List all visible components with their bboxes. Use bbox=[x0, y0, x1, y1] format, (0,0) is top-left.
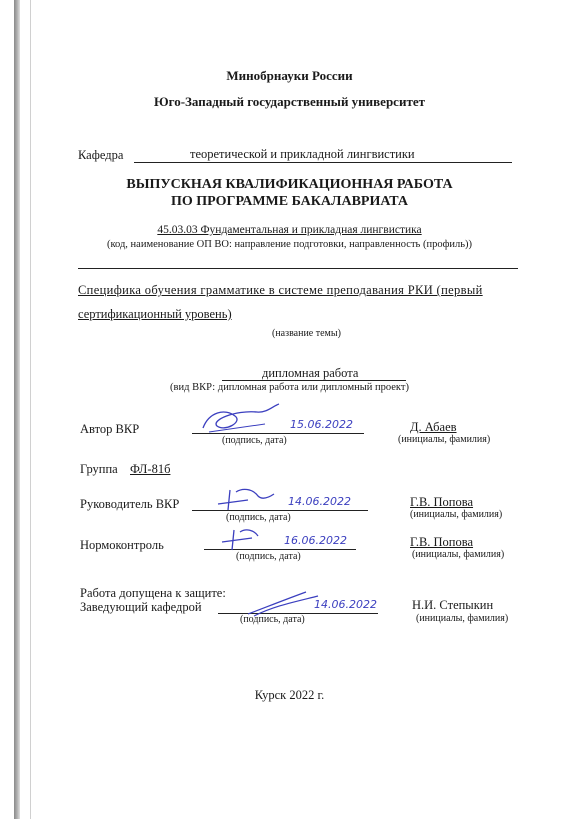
author-signature bbox=[195, 402, 285, 438]
department-name: теоретической и прикладной лингвистики bbox=[190, 147, 415, 161]
head-name-note: (инициалы, фамилия) bbox=[416, 613, 509, 624]
program-note: (код, наименование ОП ВО: направление подготовки, направленность (профиль)) bbox=[106, 239, 473, 250]
title-line-1: ВЫПУСКНАЯ КВАЛИФИКАЦИОННАЯ РАБОТА bbox=[126, 177, 453, 192]
work-type: дипломная работа bbox=[262, 366, 359, 380]
ministry: Минобрнауки России bbox=[226, 68, 353, 83]
department-label: Кафедра bbox=[78, 148, 124, 162]
work-type-note: (вид ВКР: дипломная работа или дипломный проект) bbox=[170, 382, 409, 393]
supervisor-sign-note: (подпись, дата) bbox=[226, 512, 291, 523]
topic-line-1: Специфика обучения грамматике в системе преподавания РКИ (первый bbox=[78, 283, 483, 297]
department-underline bbox=[134, 162, 512, 163]
supervisor-date: 14.06.2022 bbox=[288, 495, 351, 508]
supervisor-label: Руководитель ВКР bbox=[80, 497, 180, 511]
supervisor-name-note: (инициалы, фамилия) bbox=[410, 509, 503, 520]
title-line-2: ПО ПРОГРАММЕ БАКАЛАВРИАТА bbox=[171, 194, 408, 209]
group-value: ФЛ-81б bbox=[130, 462, 171, 476]
topic-line-2: сертификационный уровень) bbox=[78, 307, 232, 321]
head-label: Заведующий кафедрой bbox=[80, 600, 202, 614]
author-date: 15.06.2022 bbox=[290, 418, 353, 431]
supervisor-signature bbox=[212, 484, 282, 514]
head-sign-note: (подпись, дата) bbox=[240, 614, 305, 625]
program-extra-line bbox=[78, 268, 518, 269]
city-year: Курск 2022 г. bbox=[254, 688, 325, 702]
program: 45.03.03 Фундаментальная и прикладная лингвистика bbox=[157, 224, 422, 236]
normcontrol-signature bbox=[218, 524, 278, 554]
author-sign-note: (подпись, дата) bbox=[222, 435, 287, 446]
topic-note: (название темы) bbox=[272, 328, 341, 339]
author-name-note: (инициалы, фамилия) bbox=[398, 434, 491, 445]
normcontrol-sign-note: (подпись, дата) bbox=[236, 551, 301, 562]
normcontrol-name: Г.В. Попова bbox=[410, 535, 474, 549]
normcontrol-label: Нормоконтроль bbox=[80, 538, 164, 552]
admitted-label: Работа допущена к защите: bbox=[80, 586, 226, 600]
university: Юго-Западный государственный университет bbox=[154, 94, 425, 109]
normcontrol-date: 16.06.2022 bbox=[284, 534, 347, 547]
author-label: Автор ВКР bbox=[80, 422, 140, 436]
head-date: 14.06.2022 bbox=[314, 598, 377, 611]
author-name: Д. Абаев bbox=[410, 420, 457, 434]
normcontrol-name-note: (инициалы, фамилия) bbox=[412, 549, 505, 560]
group-label: Группа bbox=[80, 462, 118, 476]
head-name: Н.И. Степыкин bbox=[412, 598, 494, 612]
supervisor-name: Г.В. Попова bbox=[410, 495, 474, 509]
